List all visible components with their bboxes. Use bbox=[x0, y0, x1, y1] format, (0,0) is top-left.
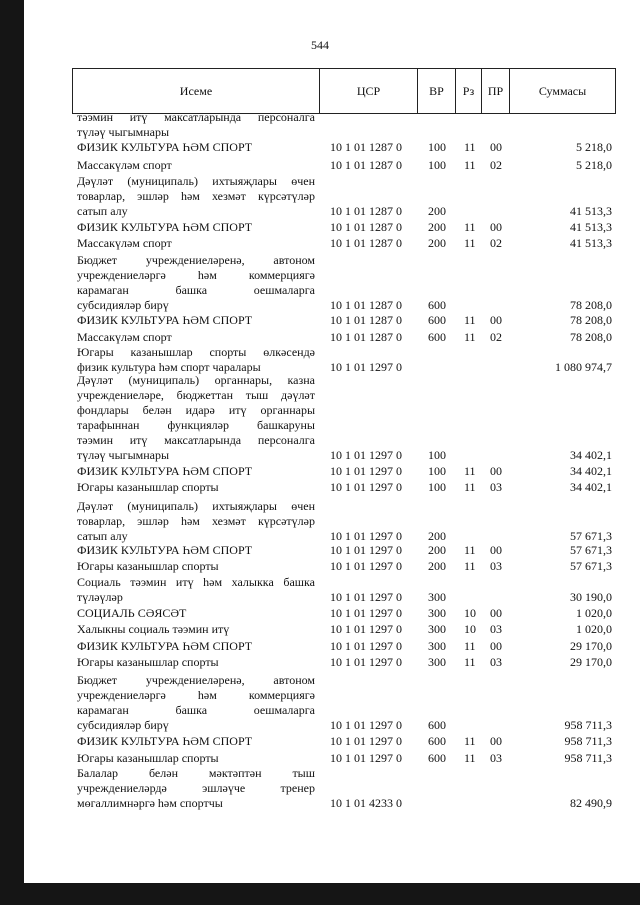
row-name-line: сатып алу bbox=[77, 204, 128, 218]
row-name-line: ФИЗИК КУЛЬТУРА ҺӘМ СПОРТ bbox=[77, 140, 253, 154]
row-sum: 57 671,3 bbox=[570, 543, 612, 557]
row-csr: 10 1 01 1297 0 bbox=[330, 751, 402, 765]
row-pr: 03 bbox=[490, 622, 502, 636]
row-vr: 300 bbox=[428, 622, 446, 636]
row-name bbox=[77, 158, 315, 173]
row-rz: 11 bbox=[464, 330, 476, 344]
row-name bbox=[77, 330, 315, 345]
table-row bbox=[0, 330, 640, 345]
row-name-line: товарлар, эшләр һәм хезмәт күрсәтүләр bbox=[77, 514, 315, 528]
row-name-line: Массакүләм спорт bbox=[77, 158, 172, 172]
row-vr: 600 bbox=[428, 734, 446, 748]
row-csr: 10 1 01 1297 0 bbox=[330, 543, 402, 557]
row-name-line: учреждениеләргә һәм коммерциягә bbox=[77, 268, 315, 282]
row-sum: 34 402,1 bbox=[570, 448, 612, 462]
row-sum: 1 080 974,7 bbox=[555, 360, 612, 374]
table-row bbox=[0, 140, 640, 155]
table-row bbox=[0, 622, 640, 637]
row-name-line: тәэмин итү максатларында персоналга bbox=[77, 110, 315, 124]
row-name-line: Массакүләм спорт bbox=[77, 330, 172, 344]
row-pr: 03 bbox=[490, 751, 502, 765]
row-name-line: Дәүләт (муниципаль) ихтыяҗлары өчен bbox=[77, 499, 315, 513]
scan-bottom-edge bbox=[0, 883, 640, 905]
row-csr: 10 1 01 1287 0 bbox=[330, 158, 402, 172]
row-csr: 10 1 01 1297 0 bbox=[330, 448, 402, 462]
row-name-line: Югары казанышлар спорты bbox=[77, 751, 219, 765]
row-sum: 30 190,0 bbox=[570, 590, 612, 604]
row-sum: 29 170,0 bbox=[570, 639, 612, 653]
table-row bbox=[0, 236, 640, 251]
row-pr: 03 bbox=[490, 655, 502, 669]
row-vr: 200 bbox=[428, 543, 446, 557]
row-name-line: Бюджет учреждениеләренә, автоном bbox=[77, 253, 315, 267]
row-name bbox=[77, 220, 315, 235]
row-name-line: Социаль тәэмин итү һәм халыкка башка bbox=[77, 575, 315, 589]
table-row bbox=[0, 655, 640, 670]
row-vr: 200 bbox=[428, 220, 446, 234]
row-rz: 10 bbox=[464, 622, 476, 636]
row-name bbox=[77, 734, 315, 749]
row-name-line: Югары казанышлар спорты bbox=[77, 559, 219, 573]
row-pr: 00 bbox=[490, 543, 502, 557]
row-name-line: карамаган башка оешмаларга bbox=[77, 283, 315, 297]
row-csr: 10 1 01 1287 0 bbox=[330, 298, 402, 312]
table-row bbox=[0, 464, 640, 479]
row-csr: 10 1 01 1297 0 bbox=[330, 622, 402, 636]
row-pr: 00 bbox=[490, 313, 502, 327]
row-name bbox=[77, 622, 315, 637]
row-sum: 57 671,3 bbox=[570, 559, 612, 573]
row-vr: 600 bbox=[428, 313, 446, 327]
row-name-line: карамаган башка оешмаларга bbox=[77, 703, 315, 717]
row-pr: 00 bbox=[490, 734, 502, 748]
row-pr: 03 bbox=[490, 559, 502, 573]
row-vr: 100 bbox=[428, 140, 446, 154]
row-vr: 600 bbox=[428, 330, 446, 344]
row-name-line: Югары казанышлар спорты өлкәсендә bbox=[77, 345, 315, 359]
row-name-line: мөгаллимнәргә һәм спортчы bbox=[77, 796, 223, 810]
row-name-line: физик культура һәм спорт чаралары bbox=[77, 360, 261, 374]
row-csr: 10 1 01 1297 0 bbox=[330, 480, 402, 494]
table-row bbox=[0, 751, 640, 766]
row-name-line: түләүләр bbox=[77, 590, 123, 604]
row-pr: 02 bbox=[490, 330, 502, 344]
row-csr: 10 1 01 1297 0 bbox=[330, 606, 402, 620]
row-name-line: СОЦИАЛЬ СӘЯСӘТ bbox=[77, 606, 187, 620]
row-rz: 11 bbox=[464, 236, 476, 250]
row-name-line: Югары казанышлар спорты bbox=[77, 655, 219, 669]
row-sum: 78 208,0 bbox=[570, 330, 612, 344]
row-sum: 82 490,9 bbox=[570, 796, 612, 810]
row-name-line: түләү чыгымнары bbox=[77, 125, 170, 139]
row-rz: 11 bbox=[464, 464, 476, 478]
row-csr: 10 1 01 1287 0 bbox=[330, 236, 402, 250]
row-csr: 10 1 01 1297 0 bbox=[330, 639, 402, 653]
header-sum: Суммасы bbox=[538, 84, 587, 98]
row-name-line: учреждениеләргә һәм коммерциягә bbox=[77, 688, 315, 702]
row-sum: 34 402,1 bbox=[570, 480, 612, 494]
row-vr: 300 bbox=[428, 639, 446, 653]
row-name-line: Массакүләм спорт bbox=[77, 236, 172, 250]
row-name bbox=[77, 655, 315, 670]
row-rz: 10 bbox=[464, 606, 476, 620]
header-pr: ПР bbox=[482, 69, 510, 113]
row-csr: 10 1 01 1297 0 bbox=[330, 655, 402, 669]
page-number: 544 bbox=[311, 38, 329, 52]
row-csr: 10 1 01 1297 0 bbox=[330, 590, 402, 604]
row-sum: 958 711,3 bbox=[564, 734, 612, 748]
header-rz: Рз bbox=[456, 69, 482, 113]
row-sum: 57 671,3 bbox=[570, 529, 612, 543]
row-vr: 200 bbox=[428, 559, 446, 573]
row-csr: 10 1 01 1287 0 bbox=[330, 204, 402, 218]
table-row bbox=[0, 606, 640, 621]
row-name bbox=[77, 464, 315, 479]
row-rz: 11 bbox=[464, 639, 476, 653]
row-sum: 41 513,3 bbox=[570, 204, 612, 218]
row-name bbox=[77, 639, 315, 654]
table-row bbox=[0, 575, 640, 605]
row-name-line: Бюджет учреждениеләренә, автоном bbox=[77, 673, 315, 687]
row-sum: 29 170,0 bbox=[570, 655, 612, 669]
header-name: Исеме bbox=[73, 69, 320, 113]
row-name-line: фондлары белән идарә итү органнары bbox=[77, 403, 315, 417]
table-row bbox=[0, 766, 640, 811]
row-name-line: Балалар белән мәктәптән тыш bbox=[77, 766, 315, 780]
row-name bbox=[77, 673, 315, 733]
row-name-line: Дәүләт (муниципаль) органнары, казна bbox=[77, 373, 315, 387]
table-row bbox=[0, 158, 640, 173]
row-csr: 10 1 01 1297 0 bbox=[330, 718, 402, 732]
table-row bbox=[0, 220, 640, 235]
row-name-line: товарлар, эшләр һәм хезмәт күрсәтүләр bbox=[77, 189, 315, 203]
table-row bbox=[0, 673, 640, 733]
row-pr: 03 bbox=[490, 480, 502, 494]
row-name bbox=[77, 174, 315, 219]
row-name-line: субсидияләр бирү bbox=[77, 718, 169, 732]
row-name bbox=[77, 313, 315, 328]
row-sum: 1 020,0 bbox=[576, 606, 612, 620]
row-sum: 34 402,1 bbox=[570, 464, 612, 478]
row-name bbox=[77, 236, 315, 251]
row-rz: 11 bbox=[464, 734, 476, 748]
row-name bbox=[77, 606, 315, 621]
row-csr: 10 1 01 1287 0 bbox=[330, 140, 402, 154]
row-sum: 41 513,3 bbox=[570, 236, 612, 250]
row-name bbox=[77, 751, 315, 766]
row-sum: 1 020,0 bbox=[576, 622, 612, 636]
header-vr: ВР bbox=[418, 69, 456, 113]
row-rz: 11 bbox=[464, 480, 476, 494]
row-csr: 10 1 01 1297 0 bbox=[330, 734, 402, 748]
row-name-line: сатып алу bbox=[77, 529, 128, 543]
row-name bbox=[77, 543, 315, 558]
table-row bbox=[0, 559, 640, 574]
row-sum: 78 208,0 bbox=[570, 298, 612, 312]
row-name bbox=[77, 766, 315, 811]
row-name bbox=[77, 559, 315, 574]
row-pr: 00 bbox=[490, 639, 502, 653]
row-rz: 11 bbox=[464, 543, 476, 557]
row-rz: 11 bbox=[464, 559, 476, 573]
row-csr: 10 1 01 1297 0 bbox=[330, 360, 402, 374]
table-row bbox=[0, 313, 640, 328]
row-name-line: ФИЗИК КУЛЬТУРА ҺӘМ СПОРТ bbox=[77, 220, 253, 234]
row-name-line: тарафыннан функцияләр башкаруны bbox=[77, 418, 315, 432]
row-name-line: Югары казанышлар спорты bbox=[77, 480, 219, 494]
row-vr: 100 bbox=[428, 448, 446, 462]
row-name bbox=[77, 253, 315, 313]
row-pr: 00 bbox=[490, 464, 502, 478]
row-name-line: ФИЗИК КУЛЬТУРА ҺӘМ СПОРТ bbox=[77, 639, 253, 653]
row-vr: 100 bbox=[428, 158, 446, 172]
row-name-line: Дәүләт (муниципаль) ихтыяҗлары өчен bbox=[77, 174, 315, 188]
row-pr: 02 bbox=[490, 158, 502, 172]
row-name bbox=[77, 373, 315, 463]
row-name-line: субсидияләр бирү bbox=[77, 298, 169, 312]
row-pr: 00 bbox=[490, 220, 502, 234]
row-name bbox=[77, 110, 315, 140]
table-row bbox=[0, 499, 640, 544]
row-name-line: ФИЗИК КУЛЬТУРА ҺӘМ СПОРТ bbox=[77, 734, 253, 748]
row-rz: 11 bbox=[464, 655, 476, 669]
row-vr: 300 bbox=[428, 590, 446, 604]
row-name bbox=[77, 499, 315, 544]
row-vr: 200 bbox=[428, 236, 446, 250]
row-name-line: тәэмин итү максатларында персоналга bbox=[77, 433, 315, 447]
row-vr: 600 bbox=[428, 718, 446, 732]
row-name-line: ФИЗИК КУЛЬТУРА ҺӘМ СПОРТ bbox=[77, 464, 253, 478]
row-rz: 11 bbox=[464, 751, 476, 765]
row-rz: 11 bbox=[464, 220, 476, 234]
table-row bbox=[0, 373, 640, 463]
row-sum: 958 711,3 bbox=[564, 718, 612, 732]
row-csr: 10 1 01 4233 0 bbox=[330, 796, 402, 810]
row-vr: 200 bbox=[428, 529, 446, 543]
row-sum: 78 208,0 bbox=[570, 313, 612, 327]
row-rz: 11 bbox=[464, 140, 476, 154]
row-pr: 00 bbox=[490, 606, 502, 620]
header-csr: ЦСР bbox=[320, 69, 418, 113]
row-vr: 300 bbox=[428, 606, 446, 620]
row-vr: 300 bbox=[428, 655, 446, 669]
table-row bbox=[0, 253, 640, 313]
table-header bbox=[72, 68, 616, 114]
row-vr: 100 bbox=[428, 480, 446, 494]
table-row bbox=[0, 480, 640, 495]
row-name-line: учреждениеләре, бюджеттан тыш дәүләт bbox=[77, 388, 315, 402]
row-csr: 10 1 01 1297 0 bbox=[330, 464, 402, 478]
row-vr: 600 bbox=[428, 751, 446, 765]
table-row bbox=[0, 345, 640, 375]
row-name-line: ФИЗИК КУЛЬТУРА ҺӘМ СПОРТ bbox=[77, 543, 253, 557]
row-csr: 10 1 01 1297 0 bbox=[330, 559, 402, 573]
row-name bbox=[77, 480, 315, 495]
row-rz: 11 bbox=[464, 313, 476, 327]
table-row bbox=[0, 734, 640, 749]
row-csr: 10 1 01 1287 0 bbox=[330, 220, 402, 234]
row-name-line: Халыкны социаль тәэмин итү bbox=[77, 622, 230, 636]
row-sum: 5 218,0 bbox=[576, 158, 612, 172]
row-vr: 100 bbox=[428, 464, 446, 478]
row-name bbox=[77, 140, 315, 155]
row-name-line: ФИЗИК КУЛЬТУРА ҺӘМ СПОРТ bbox=[77, 313, 253, 327]
table-row bbox=[0, 543, 640, 558]
row-vr: 600 bbox=[428, 298, 446, 312]
table-row bbox=[0, 174, 640, 219]
row-name-line: учреждениеләрдә эшләүче тренер bbox=[77, 781, 315, 795]
row-sum: 958 711,3 bbox=[564, 751, 612, 765]
row-csr: 10 1 01 1287 0 bbox=[330, 313, 402, 327]
table-row bbox=[0, 110, 640, 140]
row-pr: 00 bbox=[490, 140, 502, 154]
table-row bbox=[0, 639, 640, 654]
row-vr: 200 bbox=[428, 204, 446, 218]
row-csr: 10 1 01 1297 0 bbox=[330, 529, 402, 543]
row-pr: 02 bbox=[490, 236, 502, 250]
row-rz: 11 bbox=[464, 158, 476, 172]
row-sum: 5 218,0 bbox=[576, 140, 612, 154]
row-name-line: түләү чыгымнары bbox=[77, 448, 170, 462]
row-sum: 41 513,3 bbox=[570, 220, 612, 234]
row-name bbox=[77, 345, 315, 375]
row-csr: 10 1 01 1287 0 bbox=[330, 330, 402, 344]
row-name bbox=[77, 575, 315, 605]
